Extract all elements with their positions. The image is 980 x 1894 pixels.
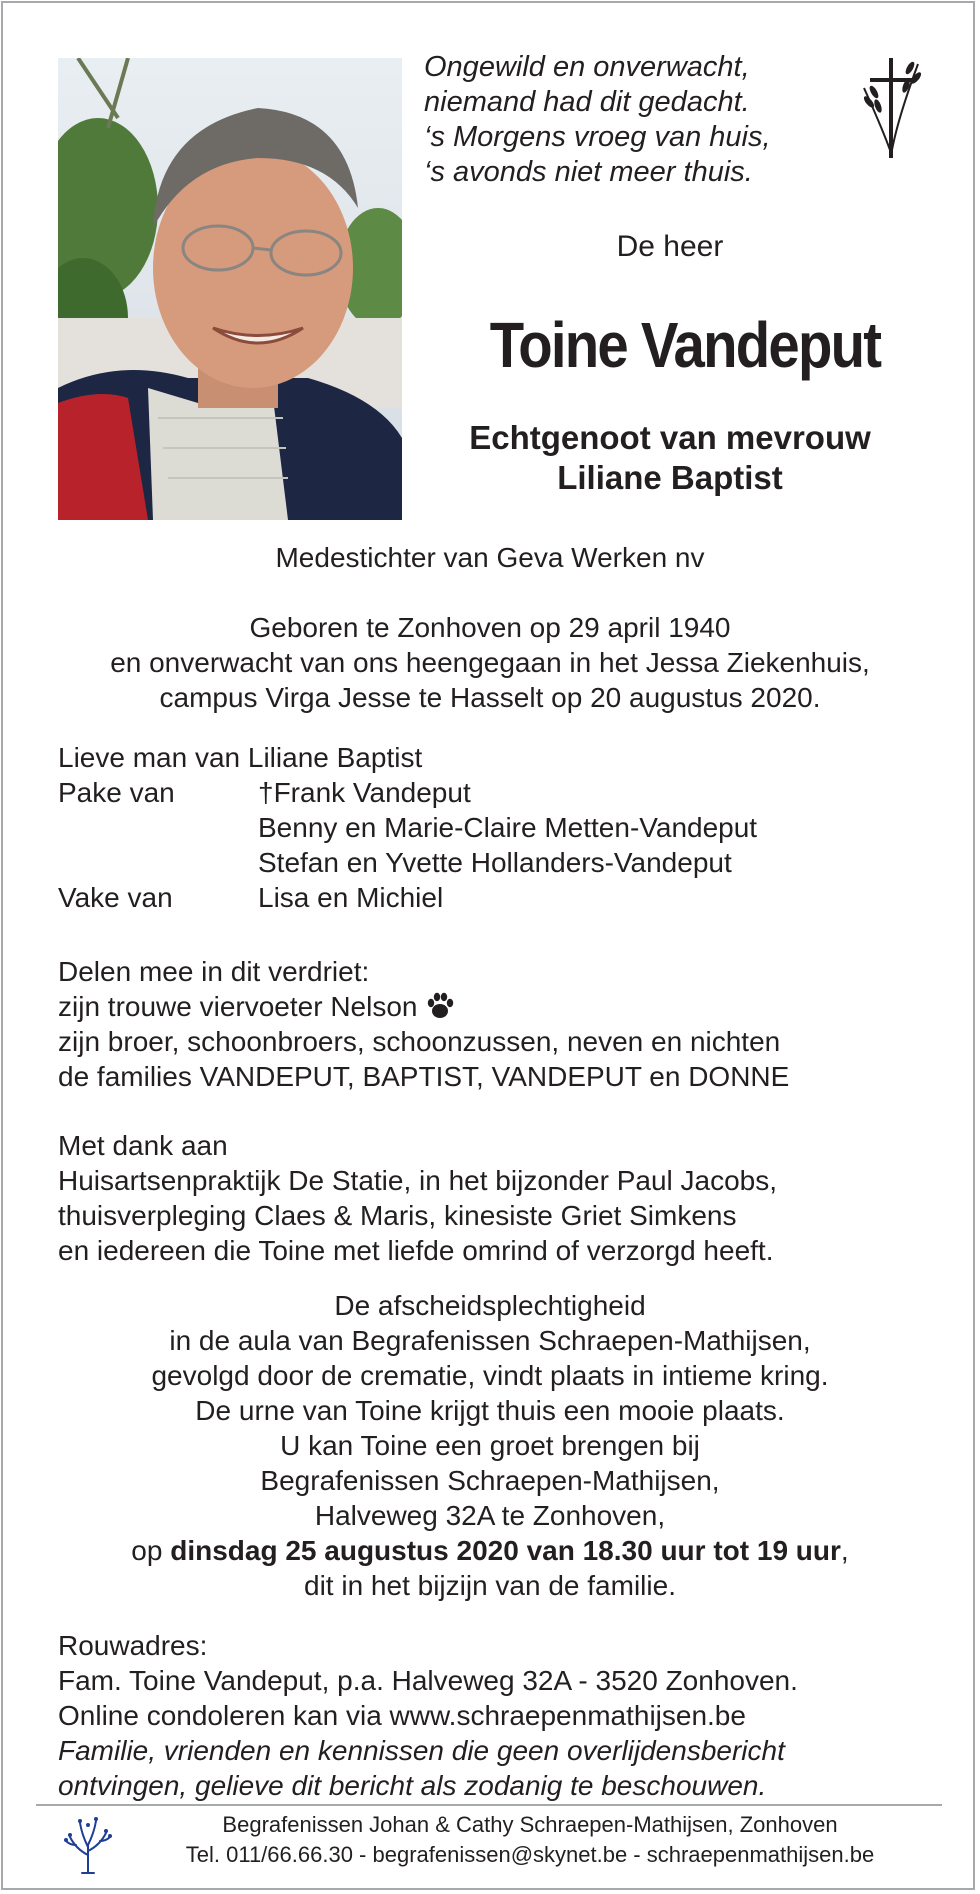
poem-line: niemand had dit gedacht. <box>424 86 750 118</box>
thanks-line: Met dank aan <box>58 1130 228 1161</box>
poem-line: ‘s avonds niet meer thuis. <box>424 156 753 188</box>
ceremony-line: De afscheidsplechtigheid <box>334 1290 646 1321</box>
cross-with-wheat-icon <box>852 58 932 158</box>
ceremony-line: gevolgd door de crematie, vindt plaats in intieme kring. <box>151 1360 829 1391</box>
ceremony-line: Halveweg 32A te Zonhoven, <box>314 1500 666 1531</box>
birth-death-info <box>0 610 980 715</box>
mourning-address <box>58 1628 958 1803</box>
footer-line2: Tel. 011/66.66.30 - begrafenissen@skynet.be - schraepenmathijsen.be <box>185 1842 875 1867</box>
share-line: zijn broer, schoonbroers, schoonzussen, neven en nichten <box>58 1026 781 1057</box>
family-member: Lisa en Michiel <box>258 882 444 913</box>
spouse-line: Liliane Baptist <box>557 459 783 496</box>
founder-text: Medestichter van Geva Werken nv <box>275 542 705 573</box>
deceased-name: Toine Vandeput <box>489 309 881 381</box>
poem-line: Ongewild en onverwacht, <box>424 51 750 83</box>
thanks-line: en iedereen die Toine met liefde omrind of verzorgd heeft. <box>58 1235 774 1266</box>
visit-prefix: op <box>131 1535 171 1566</box>
ceremony-line: in de aula van Begrafenissen Schraepen-Mathijsen, <box>169 1325 811 1356</box>
family-row <box>58 810 938 845</box>
family-member: †Frank Vandeput <box>258 777 471 808</box>
footer-divider <box>36 1804 942 1806</box>
note-line: ontvingen, gelieve dit bericht als zodanig te beschouwen. <box>58 1770 767 1801</box>
thanks-line: Huisartsenpraktijk De Statie, in het bijzonder Paul Jacobs, <box>58 1165 778 1196</box>
family-member: Stefan en Yvette Hollanders-Vandeput <box>258 847 732 878</box>
family-row <box>58 775 938 810</box>
tree-logo-icon <box>62 1815 114 1875</box>
paw-print-icon <box>425 992 455 1020</box>
family-list <box>58 740 938 915</box>
title-prefix: De heer <box>616 230 724 263</box>
share-line <box>58 989 938 1024</box>
husband-line: Lieve man van Liliane Baptist <box>58 742 423 773</box>
visit-line <box>0 1533 980 1568</box>
dog-text: zijn trouwe viervoeter Nelson <box>58 991 418 1022</box>
family-member: Benny en Marie-Claire Metten-Vandeput <box>258 812 758 843</box>
family-row <box>58 845 938 880</box>
family-row <box>58 880 938 915</box>
info-line: en onverwacht van ons heengegaan in het Jessa Ziekenhuis, <box>110 647 870 678</box>
note-line: Familie, vrienden en kennissen die geen overlijdensbericht <box>58 1735 785 1766</box>
ceremony-section <box>0 1288 980 1603</box>
ceremony-line: De urne van Toine krijgt thuis een mooie plaats. <box>195 1395 785 1426</box>
spouse-line: Echtgenoot van mevrouw <box>469 419 871 456</box>
thanks-line: thuisverpleging Claes & Maris, kinesiste Griet Simkens <box>58 1200 737 1231</box>
info-line: Geboren te Zonhoven op 29 april 1940 <box>249 612 731 643</box>
family-label: Pake van <box>58 777 175 808</box>
visit-suffix: , <box>840 1535 849 1566</box>
poem-line: ‘s Morgens vroeg van huis, <box>424 121 771 153</box>
ceremony-line: U kan Toine een groet brengen bij <box>280 1430 700 1461</box>
online-condolence: Online condoleren kan via www.schraepenmathijsen.be <box>58 1700 746 1731</box>
portrait-photo <box>58 58 402 520</box>
share-line: de families VANDEPUT, BAPTIST, VANDEPUT en DONNE <box>58 1061 790 1092</box>
spouse-info <box>430 418 910 498</box>
ceremony-line: Begrafenissen Schraepen-Mathijsen, <box>260 1465 720 1496</box>
family-label: Vake van <box>58 882 173 913</box>
thanks-section <box>58 1128 938 1268</box>
share-line: Delen mee in dit verdriet: <box>58 956 370 987</box>
funeral-home-footer <box>120 1810 940 1870</box>
ceremony-line: dit in het bijzijn van de familie. <box>304 1570 676 1601</box>
info-line: campus Virga Jesse te Hasselt op 20 augustus 2020. <box>159 682 821 713</box>
share-grief-section <box>58 954 938 1094</box>
footer-line1: Begrafenissen Johan & Cathy Schraepen-Mathijsen, Zonhoven <box>222 1812 838 1837</box>
address-label: Rouwadres: <box>58 1630 208 1661</box>
address-line: Fam. Toine Vandeput, p.a. Halveweg 32A - 3520 Zonhoven. <box>58 1665 798 1696</box>
visit-datetime: dinsdag 25 augustus 2020 van 18.30 uur tot 19 uur <box>170 1535 841 1566</box>
poem <box>424 50 824 190</box>
